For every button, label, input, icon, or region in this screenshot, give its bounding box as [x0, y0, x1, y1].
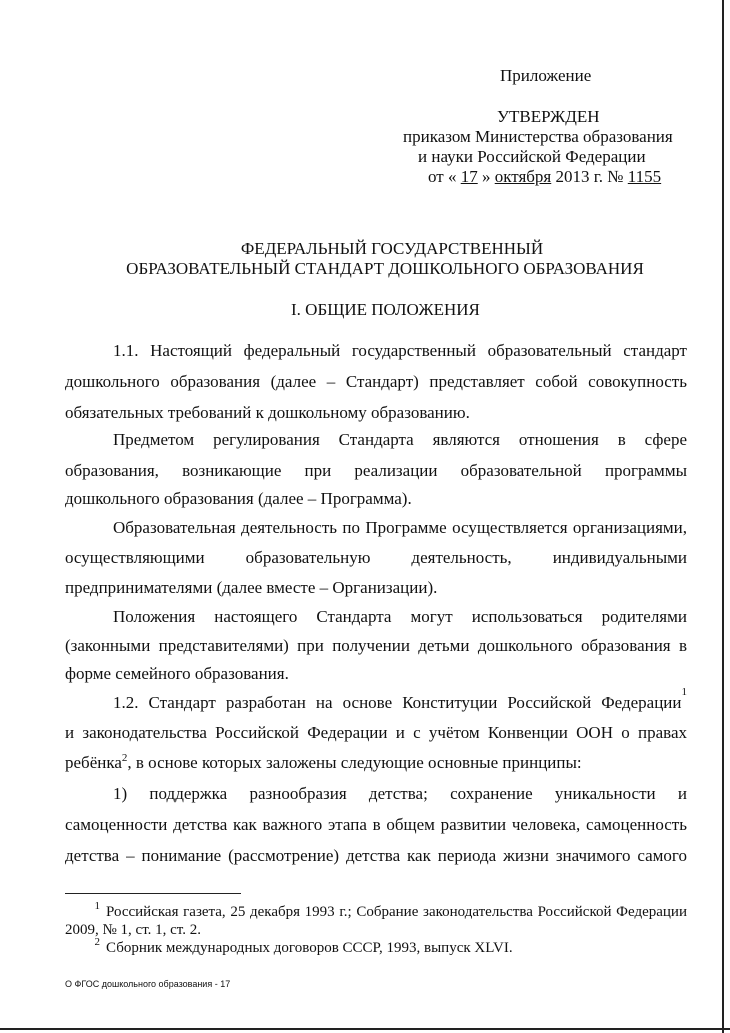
footnote-number: 1: [94, 900, 100, 912]
body-line: осуществляющими образовательную деятельность, индивидуальными: [65, 548, 687, 567]
body-line: образования, возникающие при реализации образовательной программы: [65, 461, 687, 480]
body-line: Предметом регулирования Стандарта являются отношения в сфере: [113, 430, 687, 449]
footnote-text: Сборник международных договоров СССР, 1993, выпуск XLVI.: [106, 940, 513, 956]
footnote-ref: 1: [681, 686, 687, 698]
page-footer: О ФГОС дошкольного образования - 17: [65, 979, 231, 989]
body-line: обязательных требований к дошкольному образованию.: [65, 403, 470, 422]
body-line: форме семейного образования.: [65, 664, 289, 683]
footnote-number: 2: [94, 936, 100, 948]
body-line: Образовательная деятельность по Программе осуществляется организациями,: [113, 518, 687, 537]
body-line: самоценности детства как важного этапа в общем развитии человека, самоценность: [65, 815, 687, 834]
body-line: [113, 686, 687, 714]
date-month: октября: [494, 167, 552, 186]
order-number: 1155: [627, 167, 662, 186]
body-line: Положения настоящего Стандарта могут использоваться родителями: [113, 607, 687, 626]
body-text: [113, 692, 682, 714]
body-text-segment: ребёнка: [65, 753, 122, 772]
order-line-1: приказом Министерства образования: [403, 127, 673, 146]
body-text-segment: , в основе которых заложены следующие основные принципы:: [127, 753, 582, 772]
body-line: [65, 752, 582, 774]
body-line: дошкольного образования (далее – Стандарт) представляет собой совокупность: [65, 372, 687, 391]
body-line: и законодательства Российской Федерации и с учётом Конвенции ООН о правах: [65, 723, 687, 742]
body-text-segment: 1.2. Стандарт разработан на основе Конституции Российской Федерации: [113, 693, 682, 712]
body-line: 1.1. Настоящий федеральный государственный образовательный стандарт: [113, 341, 687, 360]
footnote-mark: [65, 900, 106, 921]
footnote-2: [65, 936, 513, 957]
body-line: 1) поддержка разнообразия детства; сохранение уникальности и: [113, 784, 687, 803]
section-heading: I. ОБЩИЕ ПОЛОЖЕНИЯ: [291, 300, 480, 319]
body-line: (законными представителями) при получении детьми дошкольного образования в: [65, 636, 687, 655]
date-year: 2013 г. №: [555, 167, 624, 186]
footnote-mark: [65, 936, 106, 957]
footnote-1-cont: 2009, № 1, ст. 1, ст. 2.: [65, 922, 201, 938]
date-day: 17: [460, 167, 478, 186]
appendix-label: Приложение: [500, 66, 592, 85]
footnote-divider: [65, 893, 241, 894]
date-mid: »: [481, 167, 491, 186]
body-line: детства – понимание (рассмотрение) детства как периода жизни значимого самого: [65, 846, 687, 865]
body-line: предпринимателями (далее вместе – Организации).: [65, 578, 438, 597]
footnote-1: [65, 900, 687, 921]
order-date-line: [428, 167, 661, 187]
title-line-2: ОБРАЗОВАТЕЛЬНЫЙ СТАНДАРТ ДОШКОЛЬНОГО ОБРАЗОВАНИЯ: [126, 259, 644, 278]
footnote-ref: 2: [121, 752, 128, 764]
title-line-1: ФЕДЕРАЛЬНЫЙ ГОСУДАРСТВЕННЫЙ: [240, 239, 544, 258]
date-prefix: от «: [428, 167, 457, 186]
body-line: дошкольного образования (далее – Программа).: [65, 489, 412, 508]
order-line-2: и науки Российской Федерации: [418, 147, 646, 166]
scan-border-bottom: [0, 1028, 730, 1030]
scan-border-right: [722, 0, 724, 1033]
approved-label: УТВЕРЖДЕН: [497, 107, 600, 126]
footnote-text: Российская газета, 25 декабря 1993 г.; Собрание законодательства Российской Федерации: [106, 904, 687, 920]
